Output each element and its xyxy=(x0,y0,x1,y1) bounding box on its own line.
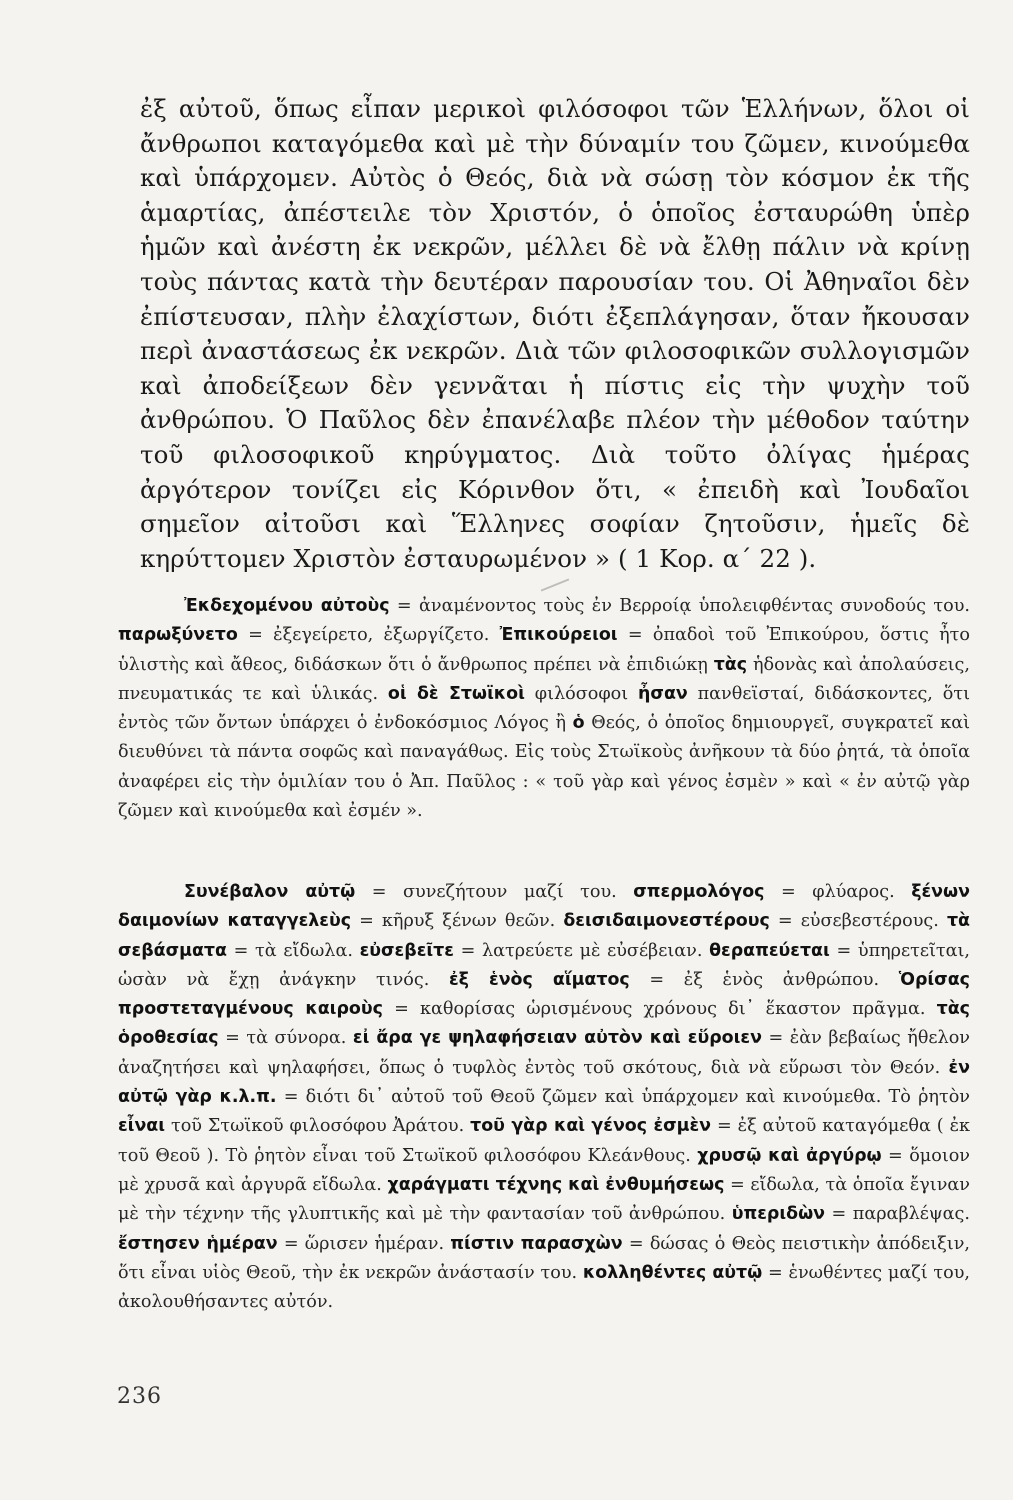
gloss-term: ὁ xyxy=(572,713,585,734)
gloss-term: ἐν αὐτῷ γὰρ κ.λ.π. xyxy=(118,1057,970,1108)
gloss-term: δεισιδαιμονεστέρους xyxy=(563,911,770,932)
gloss-term: ξένων δαιμονίων καταγγελεὺς xyxy=(118,882,970,932)
gloss-definition: φιλόσοφοι xyxy=(524,683,639,704)
page-number: 236 xyxy=(117,1384,162,1409)
gloss-definition: = ἐξ ἑνὸς ἀνθρώπου. xyxy=(629,969,899,990)
gloss-definition: = ἐὰν βεβαίως ἤθελον ἀναζητήσει καὶ ψηλαφήσει, ὅπως ὁ τυφλὸς ἐντὸς τοῦ σκότους, διὰ νὰ εὕρωσι τὸν Θεόν. xyxy=(118,1028,970,1078)
gloss-definition: = ἀναμένοντος τοὺς ἐν Βερροίᾳ ὑπολειφθέντας συνοδούς του. xyxy=(389,596,970,616)
gloss-term: εὐσεβεῖτε xyxy=(359,940,454,961)
gloss-definition: = διότι δι᾽ αὐτοῦ τοῦ Θεοῦ ζῶμεν καὶ ὑπάρχομεν καὶ κινούμεθα. Τὸ ῥητὸν xyxy=(276,1087,970,1108)
gloss-term: θεραπεύεται xyxy=(709,940,830,961)
gloss-definition: = ὅμοιον μὲ χρυσᾶ καὶ ἀργυρᾶ εἴδωλα. xyxy=(118,1145,971,1195)
gloss-definition: πανθεϊσταί, διδάσκοντες, ὅτι ἐντὸς τῶν ὄντων ὑπάρχει ὁ ἐνδοκόσμιος Λόγος ἢ xyxy=(118,683,970,734)
gloss-definition: ἡδονὰς καὶ ἀπολαύσεις, πνευματικάς τε καὶ ὑλικάς. xyxy=(118,654,970,704)
ink-mark xyxy=(541,578,570,591)
gloss-definition: = ὑπηρετεῖται, ὡσὰν νὰ ἔχῃ ἀνάγκην τινός. xyxy=(118,940,970,990)
gloss-definition: = ἐξεγείρετο, ἐξωργίζετο. xyxy=(237,625,500,646)
gloss-definition: = ἐξ αὐτοῦ καταγόμεθα ( ἐκ τοῦ Θεοῦ ). Τὸ ῥητὸν εἶναι τοῦ Στωϊκοῦ φιλοσόφου Κλεάνθους. xyxy=(118,1116,971,1166)
gloss-definition: = δώσας ὁ Θεὸς πειστικὴν ἀπόδειξιν, ὅτι εἶναι υἱὸς Θεοῦ, τὴν ἐκ νεκρῶν ἀνάστασίν του. xyxy=(118,1233,970,1283)
gloss-term: Συνέβαλον αὐτῷ xyxy=(184,882,356,902)
gloss-term: Ὁρίσας προστεταγμένους καιροὺς xyxy=(118,969,970,1020)
gloss-term: σπερμολόγος xyxy=(633,882,765,902)
gloss-term: τοῦ γὰρ καὶ γένος ἐσμὲν xyxy=(470,1116,712,1137)
glossary-notes-1 xyxy=(118,592,970,826)
gloss-definition: Θεός, ὁ ὁποῖος δημιουργεῖ, συγκρατεῖ καὶ διευθύνει τὰ πάντα σοφῶς καὶ παναγάθως. Εἰς τοὺς Στωϊκοὺς ἀνῆκουν τὰ δύο ῥητά, τὰ ὁποῖα ἀναφέρει εἰς τὴν ὁμιλίαν του ὁ Ἀπ. Παῦλος : « τοῦ γὰρ καὶ γένος ἐσμὲν » καὶ « ἐν αὐτῷ γὰρ ζῶμεν καὶ κινούμεθα καὶ ἐσμέν ». xyxy=(118,713,970,822)
gloss-definition: τοῦ Στωϊκοῦ φιλοσόφου Ἀράτου. xyxy=(165,1116,471,1137)
gloss-definition: = εἴδωλα, τὰ ὁποῖα ἔγιναν μὲ τὴν τέχνην τῆς γλυπτικῆς καὶ μὲ τὴν φαντασίαν τοῦ ἀνθρώπου. xyxy=(118,1174,970,1225)
gloss-definition: = τὰ εἴδωλα. xyxy=(226,940,360,961)
gloss-definition: = συνεζήτουν μαζί του. xyxy=(355,882,634,902)
gloss-definition: = φλύαρος. xyxy=(764,882,912,902)
gloss-term: ἐξ ἑνὸς αἵματος xyxy=(448,969,630,990)
gloss-term: χρυσῷ καὶ ἀργύρῳ xyxy=(697,1145,882,1166)
gloss-term: παρωξύνετο xyxy=(118,625,238,646)
glossary-notes-2-text xyxy=(118,878,970,1317)
gloss-term: κολληθέντες αὐτῷ xyxy=(582,1262,763,1283)
gloss-term: ὑπεριδὼν xyxy=(731,1204,826,1225)
gloss-definition: = εὐσεβεστέρους. xyxy=(769,911,947,932)
main-paragraph-text: ἐξ αὐτοῦ, ὅπως εἶπαν μερικοὶ φιλόσοφοι τῶν Ἑλλήνων, ὅλοι οἱ ἄνθρωποι καταγόμεθα καὶ μὲ τὴν δύναμίν του ζῶμεν, κινούμεθα καὶ ὑπάρχομεν. Αὐτὸς ὁ Θεός, διὰ νὰ σώσῃ τὸν κόσμον ἐκ τῆς ἁμαρτίας, ἀπέστειλε τὸν Χριστόν, ὁ ὁποῖος ἐσταυρώθη ὑπὲρ ἡμῶν καὶ ἀνέστη ἐκ νεκρῶν, μέλλει δὲ νὰ ἔλθῃ πάλιν νὰ κρίνῃ τοὺς πάντας κατὰ τὴν δευτέραν παρουσίαν του. Οἱ Ἀθηναῖοι δὲν ἐπίστευσαν, πλὴν ἐλαχίστων, διότι ἐξεπλάγησαν, ὅταν ἤκουσαν περὶ ἀναστάσεως ἐκ νεκρῶν. Διὰ τῶν φιλοσοφικῶν συλλογισμῶν καὶ ἀποδείξεων δὲν γεννᾶται ἡ πίστις εἰς τὴν ψυχὴν τοῦ ἀνθρώπου. Ὁ Παῦλος δὲν ἐπανέλαβε πλέον τὴν μέθοδον ταύτην τοῦ φιλοσοφικοῦ κηρύγματος. Διὰ τοῦτο ὀλίγας ἡμέρας ἀργότερον τονίζει εἰς Κόρινθον ὅτι, « ἐπειδὴ καὶ Ἰουδαῖοι σημεῖον αἰτοῦσι καὶ Ἕλληνες σοφίαν ζητοῦσιν, ἡμεῖς δὲ κηρύττομεν Χριστὸν ἐσταυρωμένον » ( 1 Κορ. α΄ 22 ). xyxy=(140,94,970,573)
glossary-notes-2 xyxy=(118,878,970,1317)
gloss-term: τὰ σεβάσματα xyxy=(118,911,970,961)
gloss-term: χαράγματι τέχνης καὶ ἐνθυμήσεως xyxy=(387,1174,725,1195)
gloss-term: τὰς ὁροθεσίας xyxy=(118,999,970,1049)
gloss-term: οἱ δὲ Στωϊκοὶ xyxy=(387,683,525,704)
gloss-term: ἦσαν xyxy=(638,683,688,704)
gloss-definition: = ἑνωθέντες μαζί του, ἀκολουθήσαντες αὐτόν. xyxy=(118,1262,971,1313)
glossary-notes-1-text xyxy=(118,592,970,826)
gloss-definition: = καθορίσας ὡρισμένους χρόνους δι᾽ ἕκαστον πρᾶγμα. xyxy=(382,999,937,1020)
gloss-term: ἔστησεν ἡμέραν xyxy=(118,1233,278,1254)
gloss-term: Ἐκδεχομένου αὐτοὺς xyxy=(184,596,390,616)
gloss-definition: = λατρεύετε μὲ εὐσέβειαν. xyxy=(453,940,710,961)
gloss-definition: = παραβλέψας. xyxy=(825,1204,971,1225)
gloss-term: Ἐπικούρειοι xyxy=(499,625,618,646)
gloss-definition: = κῆρυξ ξένων θεῶν. xyxy=(351,911,564,932)
gloss-definition: = τὰ σύνορα. xyxy=(218,1028,353,1049)
gloss-definition: = ὀπαδοὶ τοῦ Ἐπικούρου, ὅστις ἦτο ὑλιστὴς καὶ ἄθεος, διδάσκων ὅτι ὁ ἄνθρωπος πρέπει νὰ ἐπιδιώκῃ xyxy=(118,625,970,675)
gloss-definition: = ὥρισεν ἡμέραν. xyxy=(277,1233,451,1254)
gloss-term: εἰ ἄρα γε ψηλαφήσειαν αὐτὸν καὶ εὕροιεν xyxy=(352,1028,762,1049)
gloss-term: εἶναι xyxy=(118,1116,166,1137)
gloss-term: τὰς xyxy=(713,654,748,675)
gloss-term: πίστιν παρασχὼν xyxy=(450,1233,623,1254)
main-paragraph xyxy=(140,92,970,576)
